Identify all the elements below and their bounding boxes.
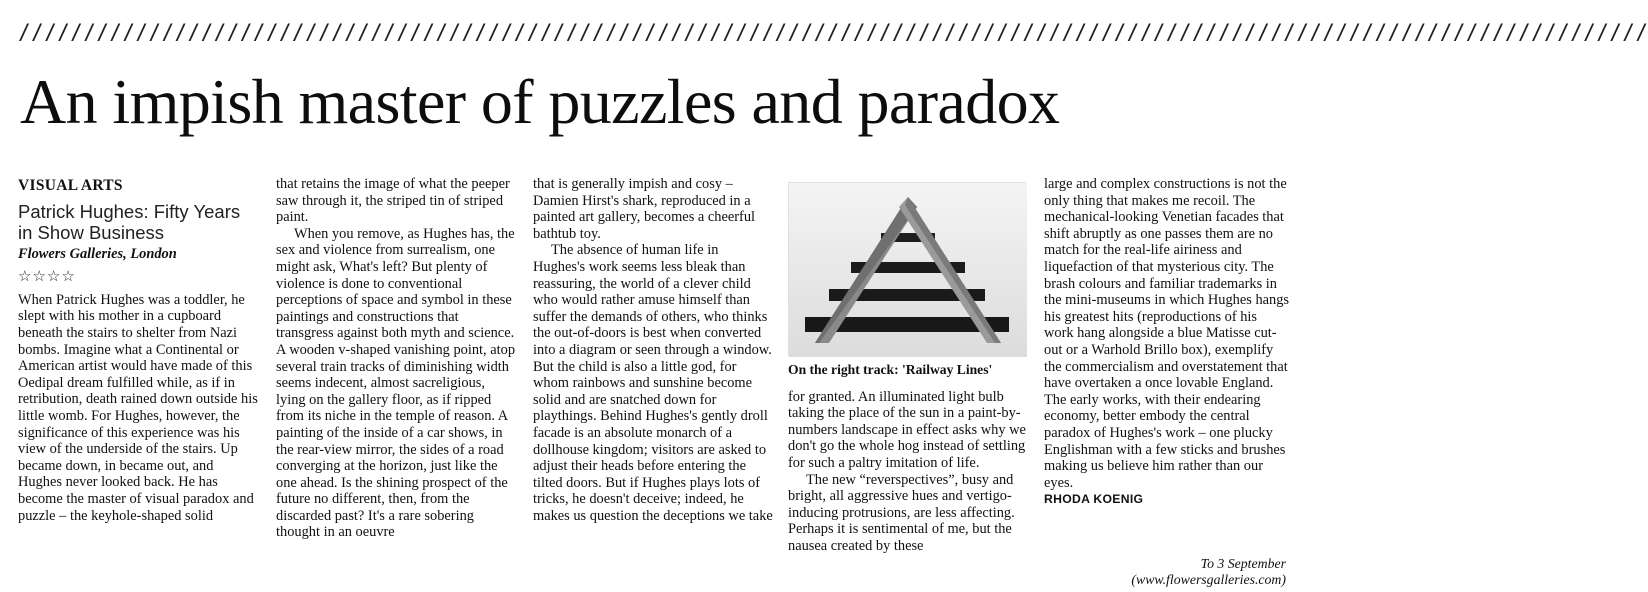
decorative-slash-rule: ///////////////////////////////////////////////////////////////////////////////////////////////////////////////////////////// xyxy=(18,20,1648,44)
exhibition-dates: To 3 September (www.flowersgalleries.com) xyxy=(1131,556,1286,587)
column-1 xyxy=(18,176,258,524)
railway-lines-artwork-image xyxy=(789,183,1027,357)
body-paragraph: The absence of human life in Hughes's work seems less bleak than reassuring, the world of a clever child who would rather amuse himself than suffer the demands of others, who thinks the out-of-doors is best when converted into a diagram or seen through a window. But the child is also a little god, for whom rainbows and sunshine become solid and are snatched down for playthings. Behind Hughes's gently droll facade is an absolute monarch of a dollhouse kingdom; visitors are asked to adjust their heads before entering the tilted doors. But if Hughes plays lots of tricks, he doesn't deceive; indeed, he makes us question the deceptions we take xyxy=(533,242,773,524)
body-paragraph: When Patrick Hughes was a toddler, he slept with his mother in a cupboard beneath the stairs to shelter from Nazi bombs. Imagine what a Continental or American artist would have made of this Oedipal dream fulfilled while, as if in retribution, death rained down outside his little womb. For Hughes, however, the significance of this experience was his view of the underside of the stairs. Up became down, in became out, and Hughes never looked back. He has become the master of visual paradox and puzzle – the keyhole-shaped solid xyxy=(18,291,258,524)
column-2 xyxy=(276,176,516,541)
headline: An impish master of puzzles and paradox xyxy=(20,66,1060,137)
author-byline: RHODA KOENIG xyxy=(1044,492,1144,507)
body-paragraph: When you remove, as Hughes has, the sex and violence from surrealism, one might ask, What's left? But plenty of violence is done to conventional perceptions of space and symbol in these paintings and constructions that transgress against both myth and science. A wooden v-shaped vanishing point, atop several train tracks of diminishing width seems indecent, almost sacreligious, lying on the gallery floor, as if ripped from its niche in the temple of reason. A painting of the inside of a car shows, in the rear-view mirror, the sides of a road converging at the horizon, just like the one ahead. Is the shining prospect of the future no different, then, from the discarded past? It's a rare sobering thought in an oeuvre xyxy=(276,225,516,541)
venue-line: Flowers Galleries, London xyxy=(18,245,177,262)
photo-caption: On the right track: 'Railway Lines' xyxy=(788,362,993,377)
body-paragraph: that retains the image of what the peeper saw through it, the striped tin of striped paint. xyxy=(276,176,510,226)
body-paragraph: large and complex constructions is not the only thing that makes me recoil. The mechanical-looking Venetian facades that shift abruptly as one passes them are no match for the real-life airiness and liquefaction of that mysterious city. The brash colours and familiar trademarks in the mini-museums in which Hughes hangs his greatest hits (reproductions of his work hang alongside a blue Matisse cut-out or a Warhold Brillo box), exemplify the commercialism and overstatement that have overtaken a once lovable England. The early works, with their endearing economy, better embody the central paradox of Hughes's work – one plucky Englishman with a few sticks and brushes making us believe him rather than our eyes. xyxy=(1044,176,1290,491)
review-subtitle: Patrick Hughes: Fifty Years in Show Business xyxy=(18,200,241,243)
body-paragraph: The new “reverspectives”, busy and bright, all aggressive hues and vertigo-inducing protrusions, are less affecting. Perhaps it is sentimental of me, but the nausea created by these xyxy=(788,471,1015,554)
body-paragraph: for granted. An illuminated light bulb taking the place of the sun in a paint-by-numbers landscape in effect asks why we don't go the whole hog instead of settling for such a paltry imitation of life. xyxy=(788,388,1026,471)
column-4 xyxy=(788,182,1026,555)
body-paragraph: that is generally impish and cosy – Damien Hirst's shark, reproduced in a painted art gallery, becomes a cheerful bathtub toy. xyxy=(533,176,756,242)
star-rating: ☆☆☆☆ xyxy=(18,267,76,286)
artwork-photo xyxy=(788,182,1026,356)
column-3 xyxy=(533,176,773,524)
column-5 xyxy=(1044,176,1290,508)
section-label: VISUAL ARTS xyxy=(18,177,123,194)
